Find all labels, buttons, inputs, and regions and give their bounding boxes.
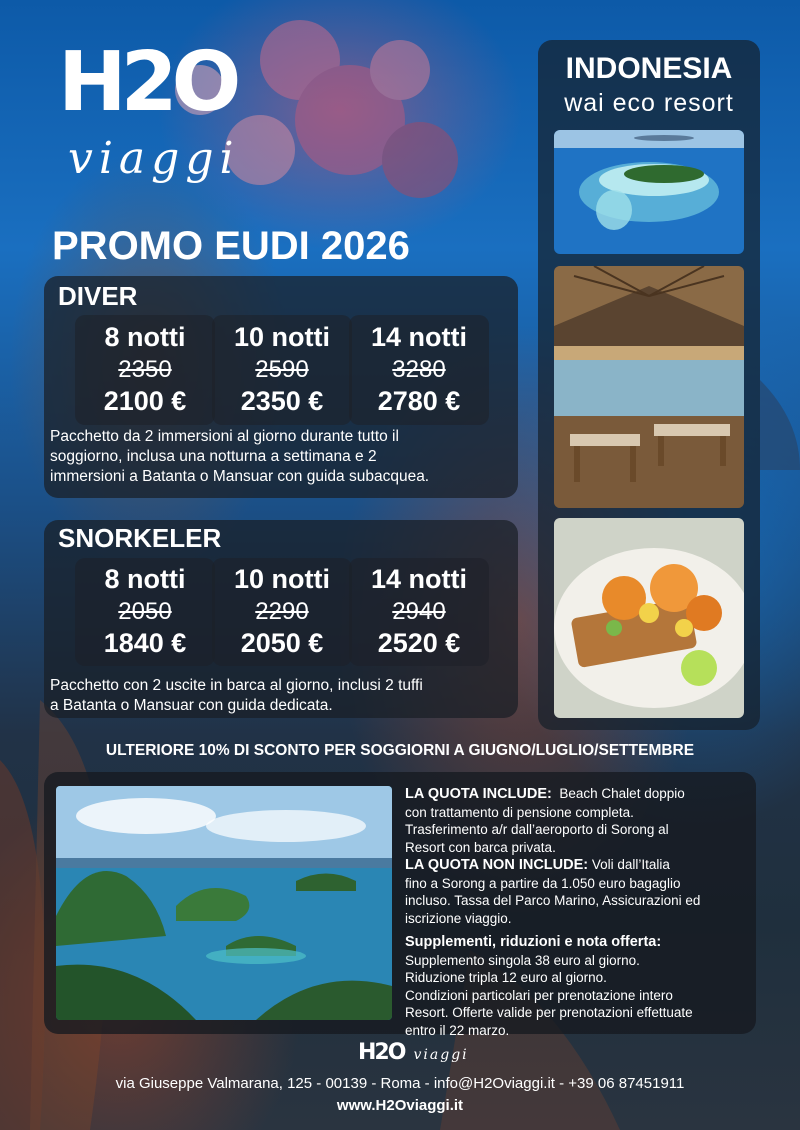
footer-website-link[interactable]: www.H2Oviaggi.it — [336, 1097, 464, 1114]
exclude-heading: LA QUOTA NON INCLUDE: — [405, 857, 589, 873]
supplements-line: Resort. Offerte valide per prenotazioni effettuate — [405, 1005, 693, 1020]
snorkeler-old-price-8: 2050 — [118, 598, 172, 625]
supplements-line: Condizioni particolari per prenotazione intero — [405, 987, 673, 1003]
diver-description-line: immersioni a Batanta o Mansuar con guida subacquea. — [50, 468, 430, 485]
atoll-aerial-image — [554, 130, 744, 254]
snorkeler-description — [50, 676, 520, 716]
discount-banner: ULTERIORE 10% DI SCONTO PER SOGGIORNI A GIUGNO/LUGLIO/SETTEMBRE — [105, 742, 695, 759]
snorkeler-nights-10: 10 notti — [233, 564, 330, 594]
destination-country: INDONESIA — [565, 52, 733, 85]
diver-title: DIVER — [58, 281, 138, 311]
snorkeler-old-price-10: 2290 — [255, 598, 309, 625]
snorkeler-title: SNORKELER — [58, 523, 222, 553]
islands-photo — [56, 786, 392, 1020]
diver-description-line: soggiorno, inclusa una notturna a settimana e 2 — [50, 448, 377, 465]
diver-nights-10: 10 notti — [233, 322, 330, 352]
footer-logo-mark: H2O — [358, 1040, 405, 1065]
destination-resort: wai eco resort — [564, 89, 734, 117]
shrimp-dish-image — [554, 518, 744, 718]
promo-title: PROMO EUDI 2026 — [52, 224, 410, 268]
snorkeler-nights-8: 8 notti — [104, 564, 186, 594]
snorkeler-description-line: a Batanta o Mansuar con guida dedicata. — [50, 697, 333, 714]
diver-old-price-10: 2590 — [255, 356, 309, 383]
supplements-heading: Supplementi, riduzioni e nota offerta: — [405, 934, 662, 950]
diver-description-line: Pacchetto da 2 immersioni al giorno durante tutto il — [50, 428, 399, 445]
snorkeler-description-line: Pacchetto con 2 uscite in barca al giorno, inclusi 2 tuffi — [50, 677, 423, 694]
diver-new-price-14: 2780 € — [377, 386, 461, 416]
islands-image — [56, 786, 392, 1020]
include-heading: LA QUOTA INCLUDE: — [405, 786, 552, 802]
logo-script: viaggi — [68, 133, 240, 184]
footer-contact: via Giuseppe Valmarana, 125 - 00139 - Roma - info@H2Oviaggi.it - +39 06 87451911 — [115, 1075, 685, 1092]
snorkeler-new-price-8: 1840 € — [103, 628, 187, 658]
footer-logo-script: viaggi — [413, 1047, 469, 1063]
exclude-line: fino a Sorong a partire da 1.050 euro bagaglio — [405, 875, 681, 891]
info-text — [405, 785, 750, 1039]
shrimp-dish-photo — [554, 518, 744, 718]
diver-old-price-8: 2350 — [118, 356, 172, 383]
diver-nights-8: 8 notti — [104, 322, 186, 352]
pavilion-image — [554, 266, 744, 508]
diver-new-price-10: 2350 € — [240, 386, 324, 416]
supplements-line: Supplemento singola 38 euro al giorno. — [405, 952, 640, 968]
atoll-aerial-photo — [554, 130, 744, 254]
diver-nights-14: 14 notti — [370, 322, 467, 352]
supplements-line: Riduzione tripla 12 euro al giorno. — [405, 970, 607, 985]
diver-new-price-8: 2100 € — [103, 386, 187, 416]
include-line: Resort con barca privata. — [405, 839, 556, 855]
snorkeler-new-price-10: 2050 € — [240, 628, 324, 658]
include-line: con trattamento di pensione completa. — [405, 804, 634, 820]
logo — [58, 35, 288, 202]
include-first: Beach Chalet doppio — [559, 786, 685, 801]
snorkeler-old-price-14: 2940 — [392, 598, 446, 625]
snorkeler-nights-14: 14 notti — [370, 564, 467, 594]
exclude-first: Voli dall’Italia — [591, 857, 670, 872]
snorkeler-new-price-14: 2520 € — [377, 628, 461, 658]
supplements-line: entro il 22 marzo. — [405, 1022, 510, 1038]
pavilion-photo — [554, 266, 744, 508]
footer-logo — [358, 1040, 498, 1070]
include-line: Trasferimento a/r dall’aeroporto di Sorong al — [405, 822, 669, 837]
exclude-line: iscrizione viaggio. — [405, 910, 512, 926]
diver-description — [50, 427, 520, 487]
diver-old-price-14: 3280 — [392, 356, 446, 383]
logo-mark: H2O — [58, 35, 236, 130]
exclude-line: incluso. Tassa del Parco Marino, Assicurazioni ed — [405, 893, 701, 908]
